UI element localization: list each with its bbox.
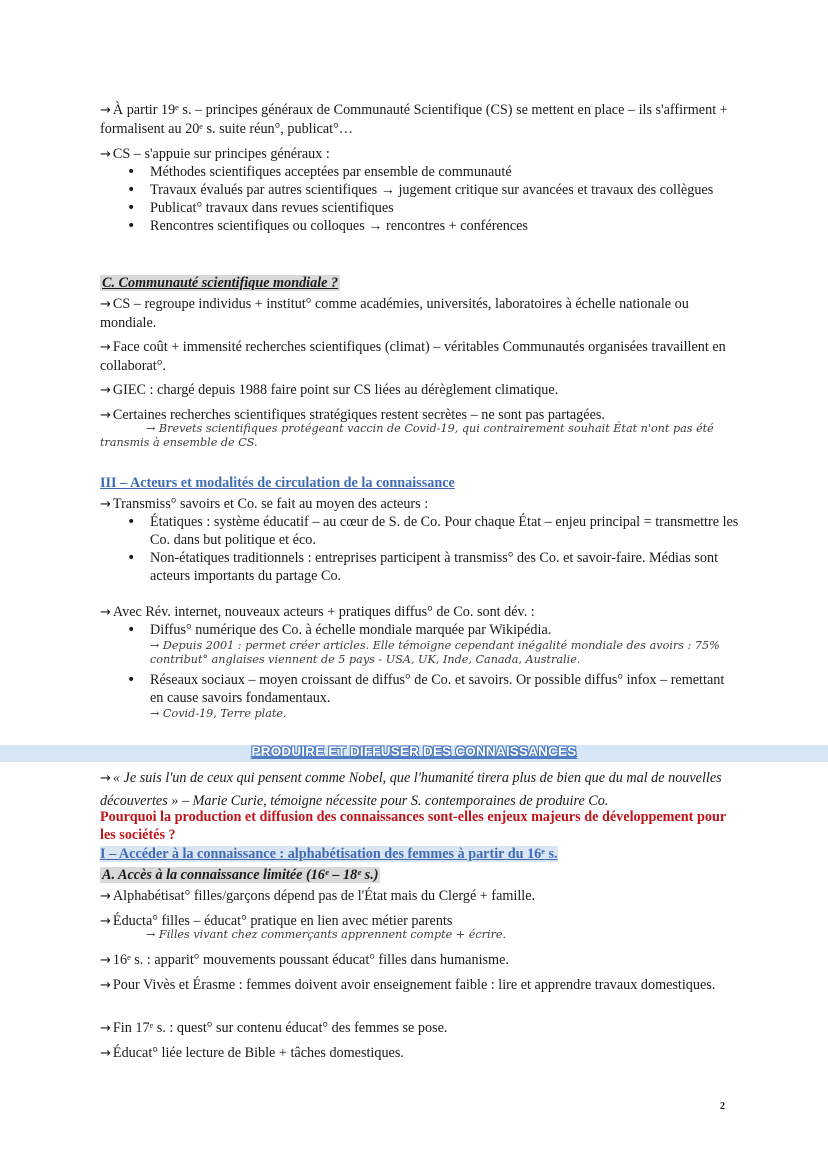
arrow-icon: → [100,1046,111,1061]
arrow-icon: → [100,914,111,929]
list-item: • Méthodes scientifiques acceptées par ensemble de communauté [127,164,512,180]
list-item: • Étatiques : système éducatif – au cœur de S. de Co. Pour chaque État – enjeu principal = transmettre les Co. dans but politique et éco. [127,514,739,548]
arrow-icon: → [100,953,111,968]
note-covid-patents: → Brevets scientifiques protégeant vaccin de Covid-19, qui contrairement souhait État n'ont pas été transmis à ensemble de CS. [100,422,714,449]
arrow-icon: → [100,1021,111,1036]
section-heading-i: I – Accéder à la connaissance : alphabétisation des femmes à partir du 16ᵉ s. [100,846,558,862]
paragraph-actors: → Transmiss° savoirs et Co. se fait au moyen des acteurs : [100,496,429,512]
list-item: • Publicat° travaux dans revues scientifiques [127,200,394,216]
note-covid-flat-earth: → Covid-19, Terre plate. [150,707,287,720]
arrow-icon: → [100,147,111,162]
arrow-icon: → [100,103,111,118]
bullet-icon: • [127,514,136,530]
list-item: • Réseaux sociaux – moyen croissant de diffus° de Co. et savoirs. Or possible diffus° infox – remettant en cause savoirs fondamentaux. → Covid-19, Terre plate. [100,671,740,721]
list-item: • Rencontres scientifiques ou colloques → rencontres + conférences [127,218,528,234]
note-merchants: → Filles vivant chez commerçants apprennent compte + écrire. [146,928,507,941]
section-heading-a: A. Accès à la connaissance limitée (16ᵉ – 18ᵉ s.) [102,867,379,883]
bullet-icon: • [127,200,136,216]
actors-list [100,513,740,585]
arrow-icon: → [100,605,111,620]
paragraph-internet: → Avec Rév. internet, nouveaux acteurs + pratiques diffus° de Co. sont dév. : [100,604,535,620]
arrow-icon: → [100,978,111,993]
paragraph-giec: → GIEC : chargé depuis 1988 faire point sur CS liées au dérèglement climatique. [100,382,559,398]
list-item: • Travaux évalués par autres scientifiques → jugement critique sur avancées et travaux des collègues [127,182,714,198]
note-wikipedia: → Depuis 2001 : permet créer articles. Elle témoigne cependant inégalité mondiale des avoirs : 75% contribut° anglaises viennent de 5 pays - USA, UK, Inde, Canada, Australie. [150,639,720,666]
bullet-icon: • [127,622,136,638]
paragraph-cs-principles: → CS – s'appuie sur principes généraux : [100,146,330,162]
arrow-icon: → [100,771,111,786]
section-heading-iii: III – Acteurs et modalités de circulation de la connaissance [100,475,455,491]
marie-curie-quote: → « Je suis l'un de ceux qui pensent comme Nobel, que l'humanité tirera plus de bien que du mal de nouvelles découvertes » – Marie Curie, témoigne nécessite pour S. contemporaines de produire Co. [100,770,722,809]
paragraph-17th-century: → Fin 17ᵉ s. : quest° sur contenu éducat° des femmes se pose. [100,1020,448,1036]
bullet-icon: • [127,550,136,566]
paragraph-literacy: → Alphabétisat° filles/garçons dépend pas de l'État mais du Clergé + famille. [100,888,536,904]
list-item: • Diffus° numérique des Co. à échelle mondiale marquée par Wikipédia. → Depuis 2001 : permet créer articles. Elle témoigne cependant inégalité mondiale des avoirs : 75% contribut° anglaises viennent de 5 pays - USA, UK, Inde, Canada, Australie. [100,621,740,667]
paragraph-girls-education: → Éducta° filles – éducat° pratique en lien avec métier parents [100,913,453,929]
bullet-icon: • [127,672,136,688]
paragraph-secret-research: → Certaines recherches scientifiques stratégiques restent secrètes – ne sont pas partagées. [100,407,605,423]
page-number: 2 [720,1101,725,1112]
paragraph-bible: → Éducat° liée lecture de Bible + tâches domestiques. [100,1045,404,1061]
internet-list [100,621,740,721]
problematic-question: Pourquoi la production et diffusion des connaissances sont-elles enjeux majeurs de développement pour les sociétés ? [100,809,726,843]
list-item: • Non-étatiques traditionnels : entreprises participent à transmiss° des Co. et savoir-faire. Médias sont acteurs importants du partage Co. [127,550,719,584]
arrow-icon: → [100,408,111,423]
paragraph-vives-erasme: → Pour Vivès et Érasme : femmes doivent avoir enseignement faible : lire et apprendre travaux domestiques. [100,977,716,993]
principles-list [100,163,740,235]
paragraph-cs-origins: → À partir 19ᵉ s. – principes généraux de Communauté Scientifique (CS) se mettent en place – ils s'affirment + formalisent au 20ᵉ s. suite réun°, publicat°… [100,102,728,137]
arrow-icon: → [100,340,111,355]
arrow-icon: → [100,497,111,512]
arrow-icon: → [100,889,111,904]
chapter-title: PRODUIRE ET DIFFUSER DES CONNAISSANCES [251,744,577,759]
section-heading-c: C. Communauté scientifique mondiale ? [102,275,339,291]
arrow-icon: → [100,383,111,398]
paragraph-cs-groups: → CS – regroupe individus + institut° comme académies, universités, laboratoires à échelle nationale ou mondiale. [100,296,689,331]
paragraph-research-cost: → Face coût + immensité recherches scientifiques (climat) – véritables Communautés organisées travaillent en collaborat°. [100,339,726,374]
paragraph-humanism: → 16ᵉ s. : apparit° mouvements poussant éducat° filles dans humanisme. [100,952,509,968]
bullet-icon: • [127,164,136,180]
arrow-icon: → [100,297,111,312]
bullet-icon: • [127,218,136,234]
bullet-icon: • [127,182,136,198]
